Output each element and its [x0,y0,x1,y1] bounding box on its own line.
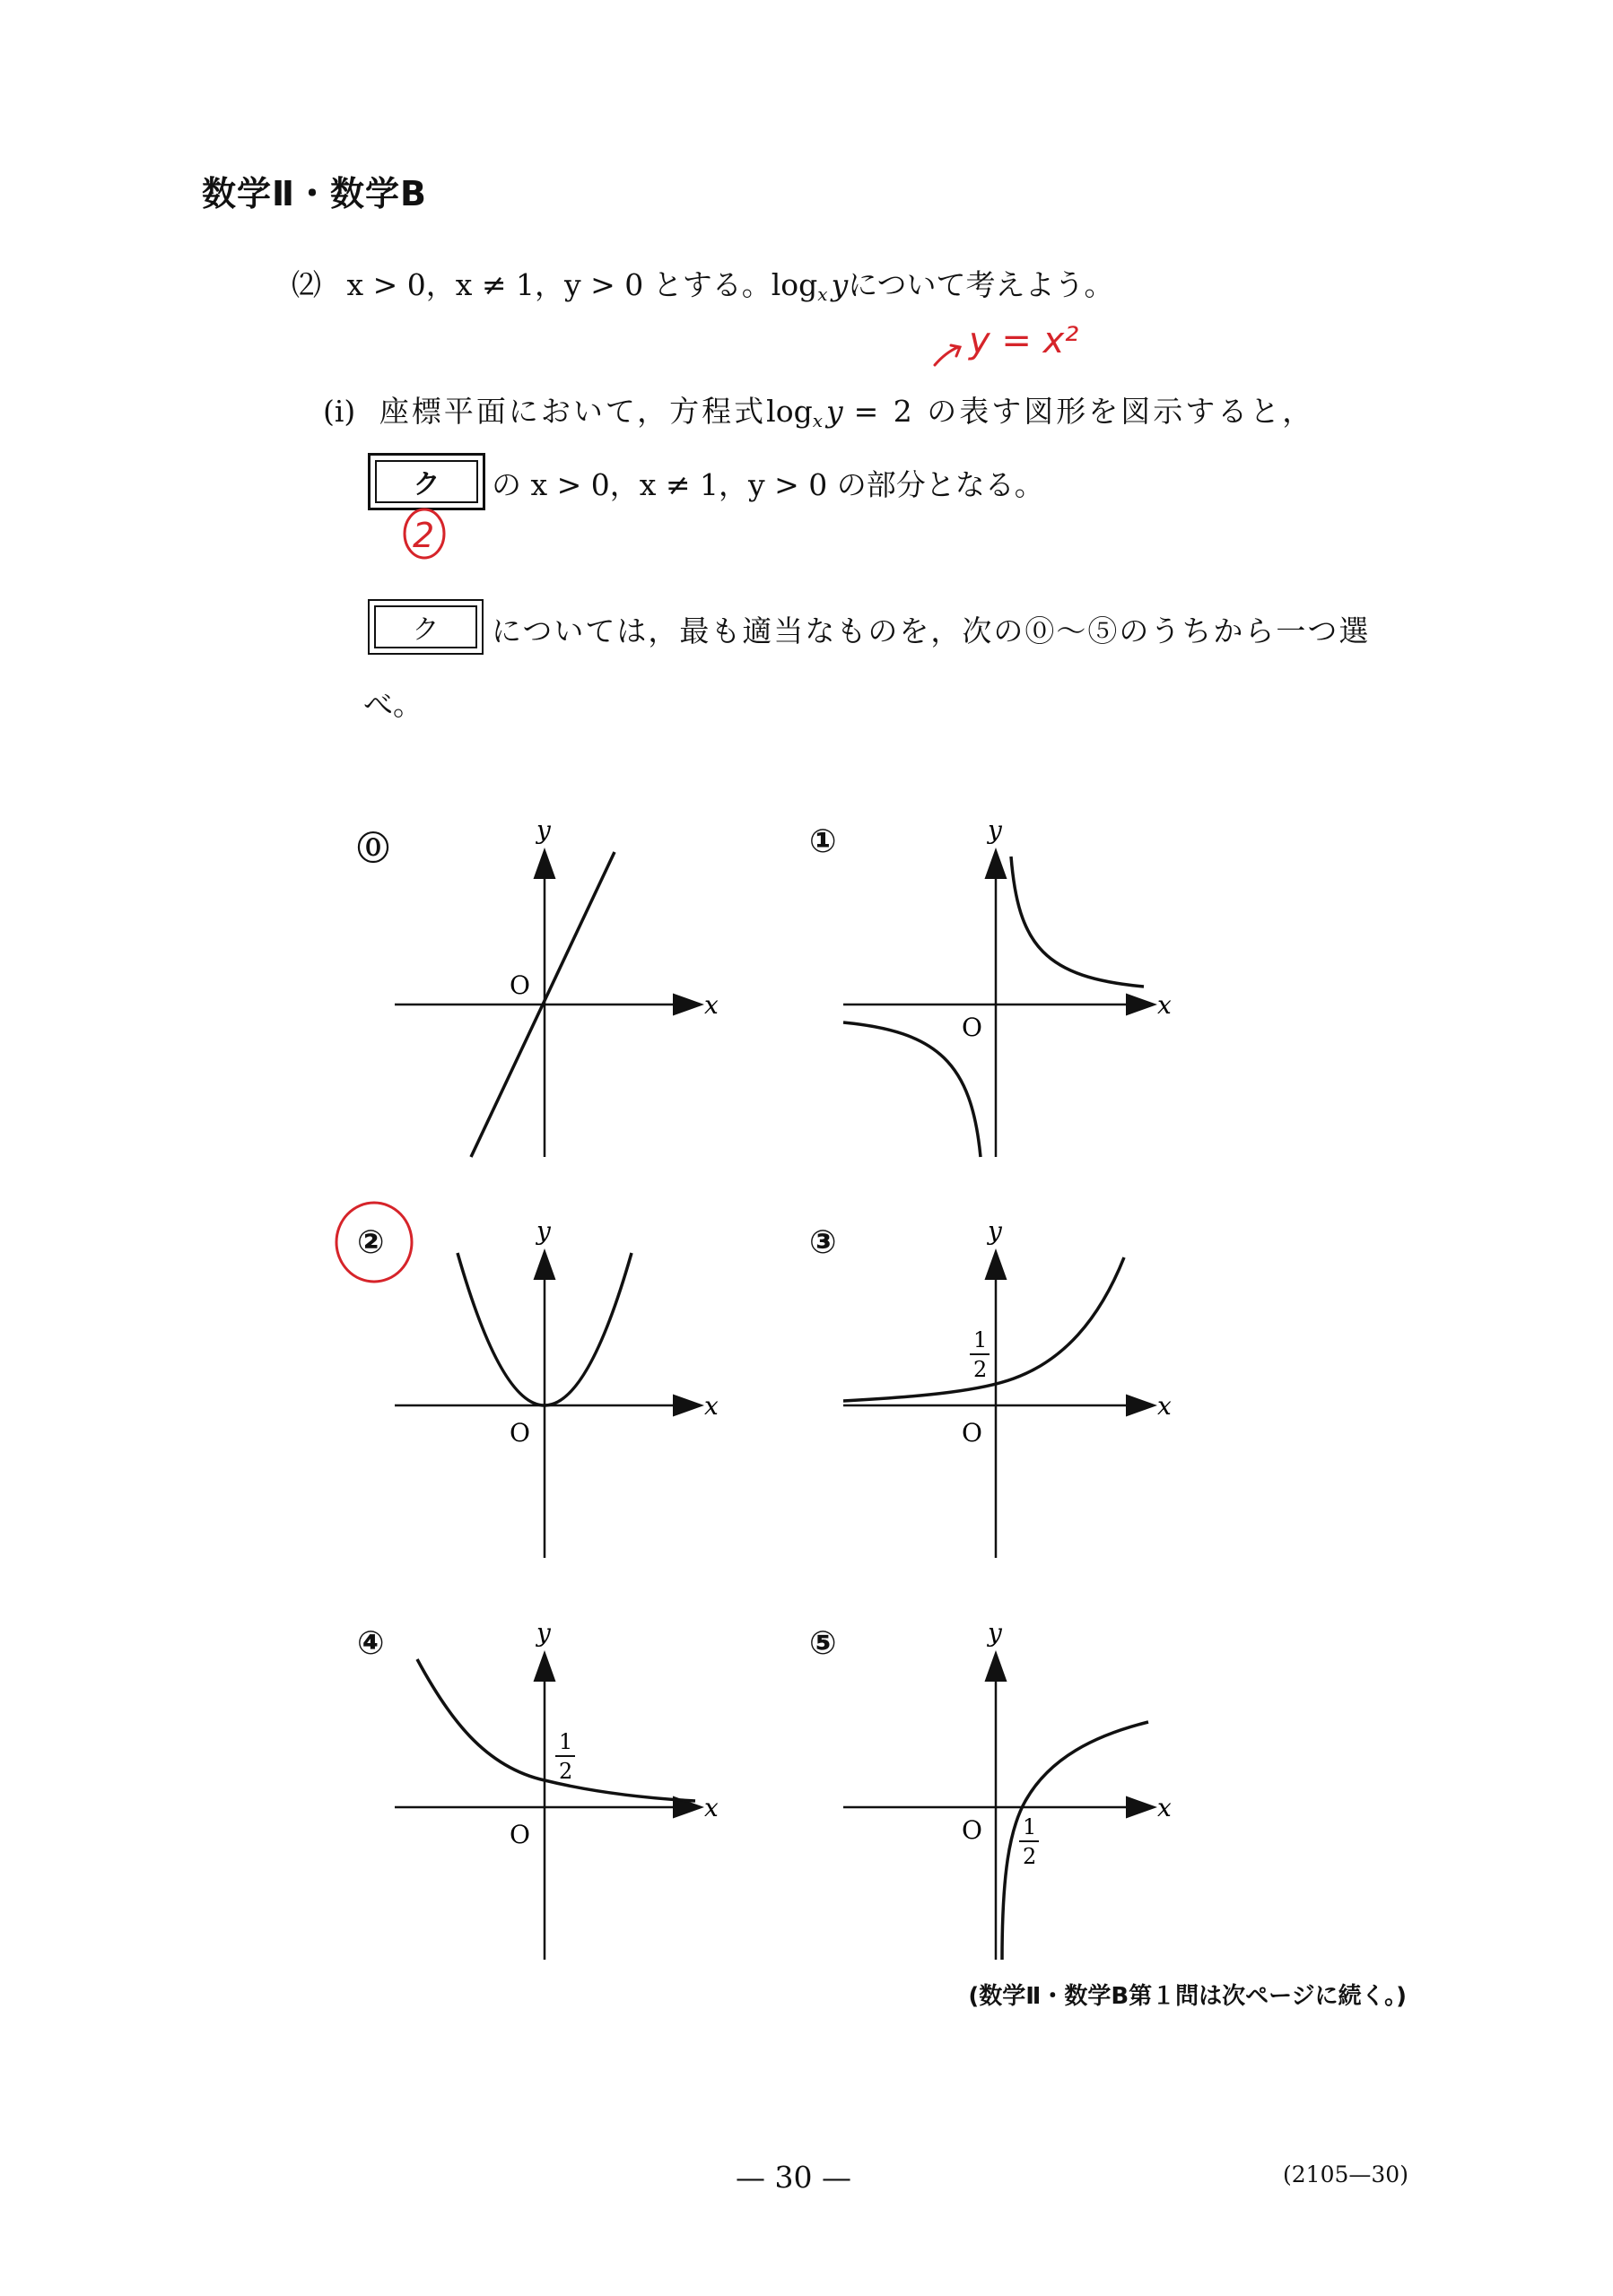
y-axis-label: y [536,1618,551,1648]
intercept-numerator: 1 [973,1327,988,1352]
handwritten-annotation-top [924,309,1103,381]
annotation-answer-text: 2 [413,516,435,555]
annotation-top-text: y = x² [969,320,1079,361]
x-axis-label: x [704,990,719,1020]
choice-0-graph[interactable] [386,812,807,1188]
intercept-numerator: 1 [1023,1814,1037,1839]
instruction-text-cont: べ。 [363,687,423,722]
intercept-denominator: 2 [1023,1844,1037,1869]
curve [417,1659,695,1801]
x-axis-label: x [1157,1391,1172,1421]
sub-i-line [323,388,1314,431]
choice-1-graph[interactable] [839,812,1260,1188]
part2-log-base: x [817,283,828,305]
choice-4-graph[interactable] [386,1614,807,1991]
reference-box-ku [368,599,484,655]
origin-label: O [962,1013,982,1042]
sub-i-log: log [766,394,813,429]
curve-positive-branch [1011,857,1144,987]
choice-1-number: ① [809,823,837,860]
y-axis-label: y [988,1618,1002,1648]
sub-i-log-base: x [812,410,823,431]
sub-i-text-b: = 2 の表す図形を図示すると， [853,394,1315,429]
curve-negative-branch [843,1022,981,1157]
x-axis-label: x [1157,990,1172,1020]
y-axis-label: y [988,815,1002,845]
answer-box-label: ク [375,460,478,503]
sub-i-number: (i) [323,394,356,429]
sub-i-text-a: 座標平面において，方程式 [379,394,767,429]
instruction-text: については，最も適当なものを，次の⓪～⑤のうちから一つ選 [492,613,1371,648]
part2-log-arg: y [831,267,849,302]
y-axis-label: y [536,815,551,845]
handwritten-circled-answer [395,502,458,565]
x-axis-label: x [1157,1793,1172,1822]
part2-text: について考えよう。 [848,267,1114,302]
part2-log: log [771,267,818,302]
origin-label: O [510,970,530,1000]
part2-number: ⑵ [292,267,321,302]
section-heading: 数学Ⅱ・数学B [202,174,427,213]
part2-line [292,262,1114,305]
choice-2-graph[interactable] [386,1213,807,1589]
choice-3-graph[interactable] [839,1213,1260,1589]
y-axis-label: y [988,1216,1002,1246]
choice-4-number: ④ [357,1625,385,1662]
choice-2-number: ② [357,1224,385,1261]
choice-0-number: ⓪ [357,831,390,867]
choice-5-graph[interactable] [839,1614,1260,1991]
choice-3-number: ③ [809,1224,837,1261]
intercept-denominator: 2 [973,1357,988,1382]
part2-condition: x > 0，x ≠ 1，y > 0 とする。 [346,267,772,302]
x-axis-label: x [704,1391,719,1421]
origin-label: O [962,1418,982,1448]
x-axis-label: x [704,1793,719,1822]
intercept-numerator: 1 [559,1729,573,1754]
origin-label: O [962,1815,982,1845]
page-number: — 30 — [736,2160,851,2195]
continued-note: (数学Ⅱ・数学B第１問は次ページに続く。) [968,1983,1407,2010]
reference-box-label: ク [374,605,477,648]
origin-label: O [510,1820,530,1849]
intercept-denominator: 2 [559,1759,573,1784]
origin-label: O [510,1418,530,1448]
page-code: (2105—30) [1283,2161,1408,2187]
sub-i-log-arg: y [825,394,843,429]
y-axis-label: y [536,1216,551,1246]
line2-text: の x > 0，x ≠ 1，y > 0 の部分となる。 [492,467,1044,502]
choice-5-number: ⑤ [809,1625,837,1662]
